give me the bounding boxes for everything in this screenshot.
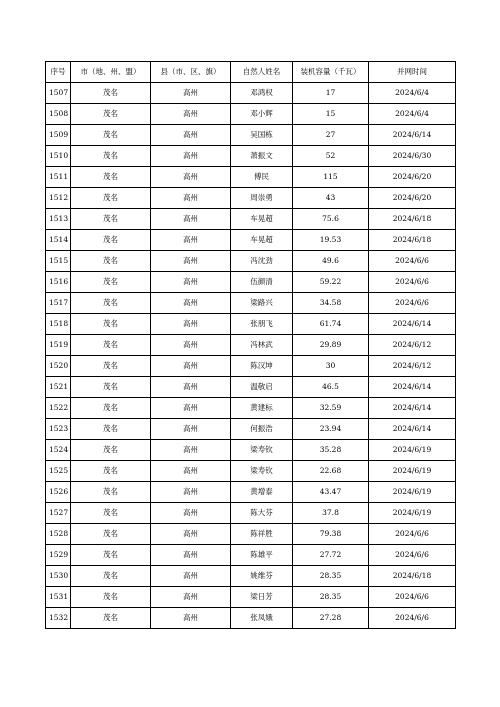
cell-grid-date: 2024/6/12 (369, 335, 456, 356)
cell-person-name: 周崇勇 (231, 188, 293, 209)
cell-city: 茂名 (71, 293, 151, 314)
cell-county: 高州 (151, 608, 231, 629)
cell-city: 茂名 (71, 125, 151, 146)
cell-city: 茂名 (71, 398, 151, 419)
table-body (46, 83, 456, 629)
header-capacity: 装机容量（千瓦） (293, 62, 369, 83)
cell-person-name: 陈雄平 (231, 545, 293, 566)
table-row (46, 209, 456, 230)
table-row (46, 125, 456, 146)
table-row (46, 314, 456, 335)
cell-capacity: 27 (293, 125, 369, 146)
header-serial: 序号 (46, 62, 71, 83)
cell-county: 高州 (151, 188, 231, 209)
cell-serial: 1522 (46, 398, 71, 419)
cell-capacity: 37.8 (293, 503, 369, 524)
cell-county: 高州 (151, 251, 231, 272)
cell-county: 高州 (151, 230, 231, 251)
table-row (46, 167, 456, 188)
cell-grid-date: 2024/6/12 (369, 356, 456, 377)
cell-county: 高州 (151, 335, 231, 356)
cell-person-name: 温敬启 (231, 377, 293, 398)
cell-county: 高州 (151, 314, 231, 335)
cell-grid-date: 2024/6/20 (369, 167, 456, 188)
cell-serial: 1507 (46, 83, 71, 104)
table-row (46, 524, 456, 545)
cell-grid-date: 2024/6/14 (369, 377, 456, 398)
cell-capacity: 59.22 (293, 272, 369, 293)
cell-city: 茂名 (71, 209, 151, 230)
cell-person-name: 傅民 (231, 167, 293, 188)
table-row (46, 146, 456, 167)
cell-capacity: 19.53 (293, 230, 369, 251)
cell-county: 高州 (151, 482, 231, 503)
table-row (46, 293, 456, 314)
cell-county: 高州 (151, 272, 231, 293)
table-row (46, 545, 456, 566)
cell-city: 茂名 (71, 503, 151, 524)
cell-county: 高州 (151, 461, 231, 482)
cell-person-name: 冯林武 (231, 335, 293, 356)
cell-county: 高州 (151, 83, 231, 104)
cell-person-name: 邓小辉 (231, 104, 293, 125)
cell-county: 高州 (151, 503, 231, 524)
table-row (46, 356, 456, 377)
cell-person-name: 黄增泰 (231, 482, 293, 503)
cell-city: 茂名 (71, 524, 151, 545)
cell-county: 高州 (151, 377, 231, 398)
cell-county: 高州 (151, 566, 231, 587)
cell-grid-date: 2024/6/6 (369, 587, 456, 608)
cell-city: 茂名 (71, 566, 151, 587)
cell-person-name: 陈祥胜 (231, 524, 293, 545)
cell-grid-date: 2024/6/14 (369, 398, 456, 419)
cell-city: 茂名 (71, 440, 151, 461)
cell-county: 高州 (151, 524, 231, 545)
cell-person-name: 梁寿钦 (231, 461, 293, 482)
table-row (46, 188, 456, 209)
cell-city: 茂名 (71, 356, 151, 377)
cell-serial: 1532 (46, 608, 71, 629)
table-header-row (46, 62, 456, 83)
cell-serial: 1524 (46, 440, 71, 461)
cell-serial: 1523 (46, 419, 71, 440)
cell-serial: 1508 (46, 104, 71, 125)
cell-grid-date: 2024/6/14 (369, 314, 456, 335)
header-county: 县（市、区、旗） (151, 62, 231, 83)
cell-serial: 1513 (46, 209, 71, 230)
cell-grid-date: 2024/6/4 (369, 83, 456, 104)
cell-city: 茂名 (71, 83, 151, 104)
cell-serial: 1517 (46, 293, 71, 314)
cell-capacity: 75.6 (293, 209, 369, 230)
cell-serial: 1526 (46, 482, 71, 503)
cell-city: 茂名 (71, 335, 151, 356)
cell-grid-date: 2024/6/18 (369, 230, 456, 251)
cell-county: 高州 (151, 146, 231, 167)
cell-person-name: 梁日芳 (231, 587, 293, 608)
cell-grid-date: 2024/6/6 (369, 608, 456, 629)
table-row (46, 104, 456, 125)
cell-person-name: 梁寿钦 (231, 440, 293, 461)
cell-city: 茂名 (71, 545, 151, 566)
cell-capacity: 28.35 (293, 587, 369, 608)
table-row (46, 272, 456, 293)
cell-capacity: 23.94 (293, 419, 369, 440)
cell-city: 茂名 (71, 482, 151, 503)
cell-city: 茂名 (71, 188, 151, 209)
cell-person-name: 冯沈劲 (231, 251, 293, 272)
cell-grid-date: 2024/6/18 (369, 209, 456, 230)
cell-city: 茂名 (71, 314, 151, 335)
cell-serial: 1515 (46, 251, 71, 272)
cell-capacity: 34.58 (293, 293, 369, 314)
table-row (46, 587, 456, 608)
cell-person-name: 姚维芬 (231, 566, 293, 587)
cell-serial: 1512 (46, 188, 71, 209)
cell-grid-date: 2024/6/6 (369, 251, 456, 272)
cell-grid-date: 2024/6/19 (369, 461, 456, 482)
cell-city: 茂名 (71, 377, 151, 398)
cell-county: 高州 (151, 587, 231, 608)
cell-person-name: 吴国栋 (231, 125, 293, 146)
cell-city: 茂名 (71, 104, 151, 125)
cell-county: 高州 (151, 356, 231, 377)
cell-capacity: 43 (293, 188, 369, 209)
cell-capacity: 52 (293, 146, 369, 167)
cell-grid-date: 2024/6/14 (369, 125, 456, 146)
header-person-name: 自然人姓名 (231, 62, 293, 83)
table-row (46, 461, 456, 482)
cell-capacity: 27.28 (293, 608, 369, 629)
cell-capacity: 43.47 (293, 482, 369, 503)
cell-capacity: 27.72 (293, 545, 369, 566)
cell-serial: 1514 (46, 230, 71, 251)
cell-grid-date: 2024/6/18 (369, 566, 456, 587)
cell-serial: 1530 (46, 566, 71, 587)
cell-city: 茂名 (71, 461, 151, 482)
cell-serial: 1528 (46, 524, 71, 545)
cell-capacity: 35.28 (293, 440, 369, 461)
cell-grid-date: 2024/6/6 (369, 272, 456, 293)
cell-serial: 1511 (46, 167, 71, 188)
cell-county: 高州 (151, 293, 231, 314)
table-row (46, 482, 456, 503)
cell-county: 高州 (151, 440, 231, 461)
table-row (46, 377, 456, 398)
cell-capacity: 46.5 (293, 377, 369, 398)
cell-person-name: 伍颜清 (231, 272, 293, 293)
cell-grid-date: 2024/6/19 (369, 440, 456, 461)
cell-capacity: 15 (293, 104, 369, 125)
cell-grid-date: 2024/6/14 (369, 419, 456, 440)
grid-connection-table (45, 61, 456, 629)
cell-person-name: 张凤娥 (231, 608, 293, 629)
cell-person-name: 张朋飞 (231, 314, 293, 335)
cell-capacity: 28.35 (293, 566, 369, 587)
cell-grid-date: 2024/6/19 (369, 503, 456, 524)
cell-city: 茂名 (71, 419, 151, 440)
cell-capacity: 115 (293, 167, 369, 188)
cell-county: 高州 (151, 167, 231, 188)
table-row (46, 503, 456, 524)
cell-city: 茂名 (71, 608, 151, 629)
cell-person-name: 黄建标 (231, 398, 293, 419)
cell-serial: 1529 (46, 545, 71, 566)
header-grid-date: 并网时间 (369, 62, 456, 83)
table-row (46, 335, 456, 356)
table-row (46, 83, 456, 104)
cell-serial: 1510 (46, 146, 71, 167)
cell-serial: 1527 (46, 503, 71, 524)
table-row (46, 419, 456, 440)
cell-serial: 1531 (46, 587, 71, 608)
cell-city: 茂名 (71, 587, 151, 608)
cell-serial: 1520 (46, 356, 71, 377)
cell-grid-date: 2024/6/20 (369, 188, 456, 209)
cell-county: 高州 (151, 125, 231, 146)
cell-person-name: 陈大芬 (231, 503, 293, 524)
cell-capacity: 61.74 (293, 314, 369, 335)
cell-capacity: 32.59 (293, 398, 369, 419)
cell-county: 高州 (151, 398, 231, 419)
cell-city: 茂名 (71, 167, 151, 188)
cell-capacity: 17 (293, 83, 369, 104)
cell-person-name: 车晃超 (231, 230, 293, 251)
cell-capacity: 49.6 (293, 251, 369, 272)
header-city: 市（地、州、盟） (71, 62, 151, 83)
cell-capacity: 79.38 (293, 524, 369, 545)
cell-serial: 1518 (46, 314, 71, 335)
cell-city: 茂名 (71, 272, 151, 293)
cell-city: 茂名 (71, 230, 151, 251)
cell-county: 高州 (151, 545, 231, 566)
cell-serial: 1521 (46, 377, 71, 398)
table-row (46, 608, 456, 629)
cell-person-name: 何振浩 (231, 419, 293, 440)
cell-serial: 1509 (46, 125, 71, 146)
cell-county: 高州 (151, 104, 231, 125)
cell-person-name: 陈汉坤 (231, 356, 293, 377)
cell-person-name: 车晃超 (231, 209, 293, 230)
cell-person-name: 萧振文 (231, 146, 293, 167)
table-row (46, 251, 456, 272)
cell-grid-date: 2024/6/6 (369, 293, 456, 314)
cell-grid-date: 2024/6/19 (369, 482, 456, 503)
table-row (46, 398, 456, 419)
cell-county: 高州 (151, 209, 231, 230)
cell-serial: 1525 (46, 461, 71, 482)
cell-grid-date: 2024/6/30 (369, 146, 456, 167)
cell-capacity: 22.68 (293, 461, 369, 482)
cell-serial: 1519 (46, 335, 71, 356)
cell-county: 高州 (151, 419, 231, 440)
table-row (46, 230, 456, 251)
cell-capacity: 30 (293, 356, 369, 377)
cell-person-name: 邓鸿权 (231, 83, 293, 104)
cell-grid-date: 2024/6/6 (369, 524, 456, 545)
cell-city: 茂名 (71, 146, 151, 167)
cell-person-name: 梁路兴 (231, 293, 293, 314)
cell-grid-date: 2024/6/4 (369, 104, 456, 125)
cell-capacity: 29.89 (293, 335, 369, 356)
cell-city: 茂名 (71, 251, 151, 272)
cell-grid-date: 2024/6/6 (369, 545, 456, 566)
table-row (46, 566, 456, 587)
table-row (46, 440, 456, 461)
cell-serial: 1516 (46, 272, 71, 293)
